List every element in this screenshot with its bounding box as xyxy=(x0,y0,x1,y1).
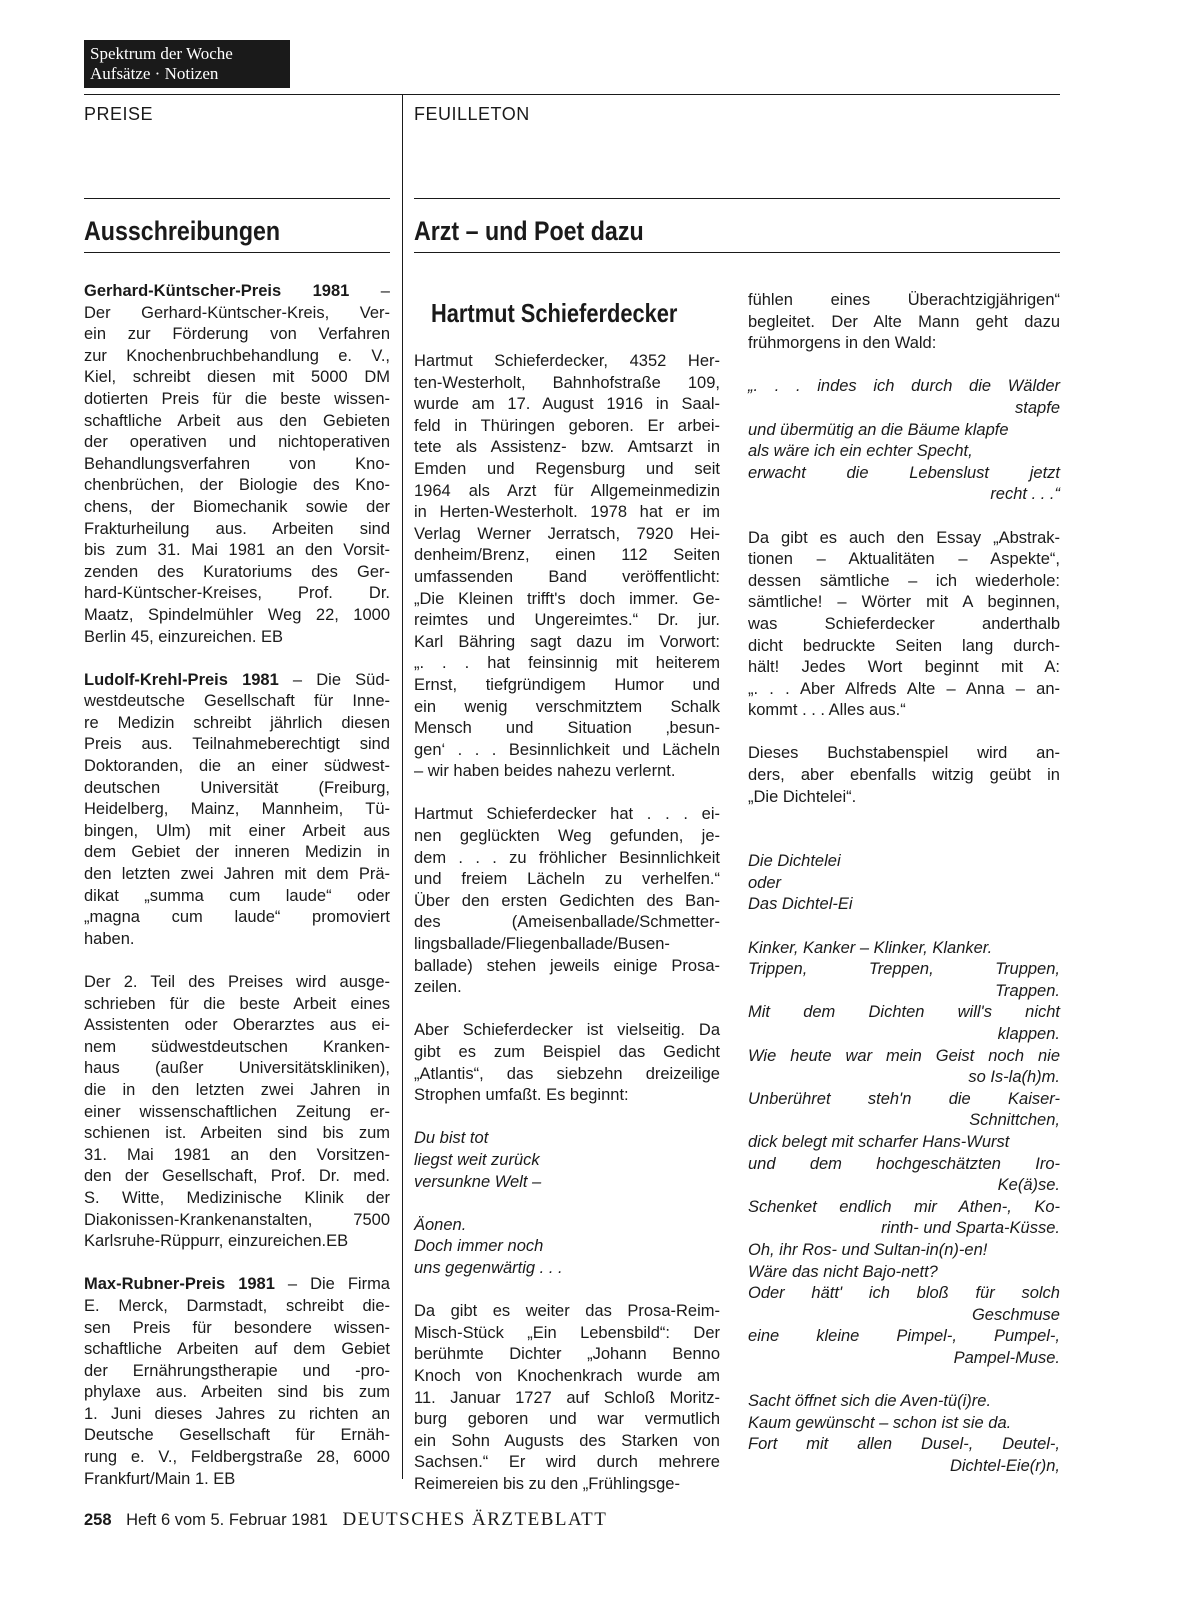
paragraph xyxy=(414,1215,720,1280)
text-line: tionen – Aktualitäten – Aspekte“, xyxy=(748,550,1060,569)
text-line: umfassenden Band veröffentlicht: xyxy=(414,567,720,586)
text-line: Strophen umfaßt. Es beginnt: xyxy=(414,1086,629,1105)
text-line: Du bist tot xyxy=(414,1129,489,1148)
text-line: rung e. V., Feldbergstraße 28, 6000 xyxy=(84,1448,390,1467)
paragraph xyxy=(748,1391,1060,1477)
paragraph xyxy=(414,351,720,783)
author-heading: Hartmut Schieferdecker xyxy=(431,298,678,328)
text-line: Knoch von Knochenkrach wurde am xyxy=(414,1366,720,1385)
text-line: wurde am 17. August 1916 in Saal- xyxy=(414,395,720,414)
text-line: westdeutsche Gesellschaft für Inne- xyxy=(84,692,390,711)
right-headline-rule-top xyxy=(414,198,1060,199)
text-line: Verlag Werner Jerratsch, 7920 Hei- xyxy=(414,524,720,543)
text-line: Frakturheilung aus. Arbeiten sind xyxy=(84,519,390,538)
text-line: der operativen und nichtoperativen xyxy=(84,433,390,452)
text-line: dem Gebiet der inneren Medizin in xyxy=(84,843,390,862)
text-line: Max-Rubner-Preis 1981 – Die Firma xyxy=(84,1275,390,1294)
text-line: Preis aus. Teilnahmeberechtigt sind xyxy=(84,735,390,754)
text-line: gen‘ . . . Besinnlichkeit und Lächeln xyxy=(414,740,720,759)
paragraph xyxy=(414,804,720,998)
text-line: Da gibt es weiter das Prosa-Reim- xyxy=(414,1302,720,1321)
text-line: schrieben für die beste Arbeit eines xyxy=(84,994,390,1013)
text-line: ten-Westerholt, Bahnhofstraße 109, xyxy=(414,373,720,392)
text-line: Unberühret steh'n die Kaiser- xyxy=(748,1089,1060,1108)
text-line: Frankfurt/Main 1. EB xyxy=(84,1469,236,1488)
text-line: reimtes und Ungereimtes.“ Dr. jur. xyxy=(414,611,720,630)
text-line: Wäre das nicht Bajo-nett? xyxy=(748,1262,938,1281)
text-line: Äonen. xyxy=(414,1215,467,1234)
section-label-preise: PREISE xyxy=(84,104,154,124)
text-line: „Die Dichtelei“. xyxy=(748,787,857,806)
section-badge xyxy=(84,40,290,88)
text-line: dikat „summa cum laude“ oder xyxy=(84,886,390,905)
paragraph xyxy=(84,1274,390,1490)
text-line: ders, aber ebenfalls witzig geübt in xyxy=(748,766,1060,785)
text-line: Gerhard-Küntscher-Preis 1981 – xyxy=(84,282,390,300)
text-line: tete als Assistenz- bzw. Amtsarzt in xyxy=(414,438,720,457)
badge-line-1: Spektrum der Woche xyxy=(90,44,233,63)
text-line: Die Dichtelei xyxy=(748,852,841,871)
text-line: und dem hochgeschätzten Iro- xyxy=(748,1154,1060,1173)
text-line: dick belegt mit scharfer Hans-Wurst xyxy=(748,1132,1010,1151)
text-line: 1. Juni dieses Jahres zu richten an xyxy=(84,1404,390,1423)
top-rule xyxy=(84,94,1060,95)
text-line: chenbrüchen, der Biologie des Kno- xyxy=(84,476,390,495)
text-line: was Schieferdecker anderthalb xyxy=(748,614,1060,633)
paragraph xyxy=(748,743,1060,808)
text-line: „Die Kleinen trifft's doch immer. Ge- xyxy=(414,589,720,608)
text-line: Diakonissen-Krankenanstalten, 7500 xyxy=(84,1210,390,1229)
text-line: eine kleine Pimpel-, Pumpel-, xyxy=(748,1327,1060,1346)
text-line: Ernst, tiefgründigem Humor und xyxy=(414,675,720,694)
text-line: Heidelberg, Mainz, Mannheim, Tü- xyxy=(84,800,390,819)
text-line: Karl Bähring sagt dazu im Vorwort: xyxy=(414,632,720,651)
text-line: ein wenig verschmitztem Schalk xyxy=(414,697,720,716)
text-line: deutschen Universität (Freiburg, xyxy=(84,778,390,797)
text-line: bingen, Ulm) mit einer Arbeit aus xyxy=(84,821,390,840)
text-line: Oh, ihr Ros- und Sultan-in(n)-en! xyxy=(748,1240,988,1259)
text-line: schienen ist. Arbeiten sind bis zum xyxy=(84,1124,390,1143)
badge-line-2: Aufsätze · Notizen xyxy=(90,64,219,83)
text-line: „. . . indes ich durch die Wälder xyxy=(748,377,1060,396)
text-line: und übermütig an die Bäume klapfe xyxy=(748,420,1009,439)
text-line: berühmte Dichter „Johann Benno xyxy=(414,1345,720,1364)
text-line: ein Sohn Augusts des Starken von xyxy=(414,1431,720,1450)
text-line: sen Preis für besondere wissen- xyxy=(84,1318,390,1337)
text-line: ballade) stehen jeweils einige Prosa- xyxy=(414,956,720,975)
text-line: Reimereien bis zu den „Frühlingsge- xyxy=(414,1474,680,1493)
journal-name: DEUTSCHES ÄRZTEBLATT xyxy=(342,1509,608,1530)
issue-info: Heft 6 vom 5. Februar 1981 xyxy=(126,1511,328,1529)
text-line: – wir haben beides nahezu verlernt. xyxy=(414,762,676,781)
text-line: schaftliche Arbeit aus den Gebieten xyxy=(84,411,390,430)
text-line: nen geglückten Weg gefunden, je- xyxy=(414,827,720,846)
text-line: hält! Jedes Wort beginnt mit A: xyxy=(748,658,1060,677)
text-line: schaftliche Arbeiten auf dem Gebiet xyxy=(84,1340,390,1359)
text-line: Schenket endlich mir Athen-, Ko- xyxy=(748,1197,1060,1216)
right-headline-rule-bottom xyxy=(414,252,1060,253)
text-line: Hartmut Schieferdecker hat . . . ei- xyxy=(414,805,720,824)
text-line: zeilen. xyxy=(414,978,462,997)
text-line: einer wissenschaftlichen Zeitung er- xyxy=(84,1102,390,1121)
text-line: 11. Januar 1727 auf Schloß Moritz- xyxy=(414,1388,720,1407)
text-line: Sacht öffnet sich die Aven-tü(i)re. xyxy=(748,1392,992,1411)
text-line: chens, der Biomechanik sowie der xyxy=(84,497,390,516)
paragraph xyxy=(84,670,390,951)
text-line: stapfe xyxy=(1015,398,1060,417)
text-line: Maatz, Spindelmühler Weg 22, 1000 xyxy=(84,605,390,624)
text-line: zenden des Kuratoriums des Ger- xyxy=(84,562,390,581)
text-line: burg geboren und war vermutlich xyxy=(414,1410,720,1429)
text-line: liegst weit zurück xyxy=(414,1150,540,1169)
text-line: Mensch und Situation ‚besun- xyxy=(414,719,720,738)
text-line: phylaxe aus. Arbeiten sind bis zum xyxy=(84,1383,390,1402)
text-line: begleitet. Der Alte Mann geht dazu xyxy=(748,312,1060,331)
text-line: fühlen eines Überachtzigjährigen“ xyxy=(748,291,1060,309)
left-headline-rule-top xyxy=(84,198,390,199)
text-line: Doktoranden, die an einer südwest- xyxy=(84,757,390,776)
paragraph xyxy=(748,376,1060,506)
paragraph xyxy=(748,938,1060,1370)
text-line: haben. xyxy=(84,929,135,948)
text-line: kommt . . . Alles aus.“ xyxy=(748,701,906,720)
text-line: frühmorgens in den Wald: xyxy=(748,334,937,353)
text-line: gibt es zum Beispiel das Gedicht xyxy=(414,1043,720,1061)
text-line: Aber Schieferdecker ist vielseitig. Da xyxy=(414,1021,720,1040)
text-line: Misch-Stück „Ein Lebensbild“: Der xyxy=(414,1323,720,1342)
text-line: Trippen, Treppen, Truppen, xyxy=(748,960,1060,979)
text-line: re Medizin schreibt jährlich diesen xyxy=(84,713,390,732)
paragraph xyxy=(414,1128,720,1193)
text-line: erwacht die Lebenslust jetzt xyxy=(748,463,1060,482)
text-line: „. . . Aber Alfreds Alte – Anna – an- xyxy=(748,679,1060,698)
text-line: versunkne Welt – xyxy=(414,1172,542,1191)
text-line: Hartmut Schieferdecker, 4352 Her- xyxy=(414,352,720,370)
section-label-feuilleton: FEUILLETON xyxy=(414,104,530,124)
text-line: so Is-la(h)m. xyxy=(968,1068,1060,1087)
text-line: hard-Küntscher-Kreises, Prof. Dr. xyxy=(84,584,390,603)
text-line: Oder hätt' ich bloß für solch xyxy=(748,1284,1060,1303)
text-line: in Herten-Westerholt. 1978 hat er im xyxy=(414,503,720,522)
paragraph xyxy=(414,1020,720,1106)
text-line: Sachsen.“ Er wird durch mehrere xyxy=(414,1453,720,1472)
text-line: recht . . .“ xyxy=(990,485,1060,504)
text-line: uns gegenwärtig . . . xyxy=(414,1258,563,1277)
text-line: Karlsruhe-Rüppurr, einzureichen.EB xyxy=(84,1232,349,1251)
text-line: nem südwestdeutschen Kranken- xyxy=(84,1037,390,1056)
text-line: oder xyxy=(748,873,782,892)
text-line: Da gibt es auch den Essay „Abstrak- xyxy=(748,528,1060,547)
headline-arzt-und-poet: Arzt – und Poet dazu xyxy=(414,216,644,246)
text-line: Doch immer noch xyxy=(414,1237,544,1256)
text-line: Pampel-Muse. xyxy=(953,1348,1060,1367)
text-line: den der Gesellschaft, Prof. Dr. med. xyxy=(84,1167,390,1186)
text-line: den letzten zwei Jahren mit dem Prä- xyxy=(84,865,390,884)
text-line: der Ernährungstherapie und -pro- xyxy=(84,1361,390,1380)
text-line: klappen. xyxy=(997,1025,1060,1043)
text-line: Der 2. Teil des Preises wird ausge- xyxy=(84,973,390,991)
paragraph xyxy=(84,972,390,1253)
text-line: als wäre ich ein echter Specht, xyxy=(748,442,973,461)
paragraph xyxy=(748,528,1060,722)
text-line: dem . . . zu fröhlicher Besinnlichkeit xyxy=(414,848,720,867)
text-line: des (Ameisenballade/Schmetter- xyxy=(414,913,720,932)
text-line: Dieses Buchstabenspiel wird an- xyxy=(748,744,1060,763)
text-line: die in den letzten zwei Jahren in xyxy=(84,1080,390,1099)
column-right xyxy=(748,290,1060,1499)
text-line: Kaum gewünscht – schon ist sie da. xyxy=(748,1413,1012,1432)
paragraph xyxy=(748,290,1060,355)
text-line: Das Dichtel-Ei xyxy=(748,895,853,914)
text-line: dotierten Preis für die beste wissen- xyxy=(84,389,390,408)
headline-ausschreibungen: Ausschreibungen xyxy=(84,216,281,246)
text-line: Trappen. xyxy=(995,981,1060,1000)
text-line: rinth- und Sparta-Küsse. xyxy=(881,1219,1060,1238)
text-line: S. Witte, Medizinische Klinik der xyxy=(84,1188,390,1207)
left-headline-rule-bottom xyxy=(84,252,390,253)
column-divider xyxy=(402,94,403,1479)
column-middle xyxy=(414,351,720,1517)
text-line: Fort mit allen Dusel-, Deutel-, xyxy=(748,1435,1060,1454)
text-line: Ludolf-Krehl-Preis 1981 – Die Süd- xyxy=(84,670,390,689)
text-line: dessen sämtliche – ich wiederhole: xyxy=(748,571,1060,590)
text-line: dicht bedruckte Seiten lang durch- xyxy=(748,636,1060,655)
paragraph xyxy=(414,1301,720,1495)
text-line: 31. Mai 1981 an den Vorsitzen- xyxy=(84,1145,390,1164)
text-line: Mit dem Dichten will's nicht xyxy=(748,1003,1060,1022)
text-line: Kinker, Kanker – Klinker, Klanker. xyxy=(748,938,993,957)
text-line: zur Knochenbruchbehandlung e. V., xyxy=(84,346,390,365)
text-line: bis zum 31. Mai 1981 an den Vorsit- xyxy=(84,541,390,560)
text-line: Wie heute war mein Geist noch nie xyxy=(748,1046,1060,1065)
text-line: sämtliche! – Wörter mit A beginnen, xyxy=(748,593,1060,612)
text-line: denheim/Brenz, einen 112 Seiten xyxy=(414,546,720,565)
text-line: Schnittchen, xyxy=(969,1111,1060,1130)
text-line: Emden und Regensburg und seit xyxy=(414,459,720,478)
text-line: und freiem Lächeln zu verhelfen.“ xyxy=(414,870,720,889)
text-line: Behandlungsverfahren von Kno- xyxy=(84,454,390,473)
text-line: Der Gerhard-Küntscher-Kreis, Ver- xyxy=(84,303,390,322)
text-line: Dichtel-Eie(r)n, xyxy=(949,1456,1060,1475)
paragraph xyxy=(84,281,390,648)
paragraph xyxy=(748,851,1060,916)
page-number: 258 xyxy=(84,1511,112,1529)
text-line: „magna cum laude“ promoviert xyxy=(84,908,390,927)
text-line: Ke(ä)se. xyxy=(997,1176,1060,1195)
text-line: „. . . hat feinsinnig mit heiterem xyxy=(414,654,720,673)
text-line: feld in Thüringen geboren. Er arbei- xyxy=(414,416,720,435)
text-line: lingsballade/Fliegenballade/Busen- xyxy=(414,935,670,954)
text-line: Berlin 45, einzureichen. EB xyxy=(84,627,284,646)
text-line: E. Merck, Darmstadt, schreibt die- xyxy=(84,1296,390,1315)
column-left xyxy=(84,281,390,1512)
text-line: 1964 als Arzt für Allgemeinmedizin xyxy=(414,481,720,500)
text-line: Über den ersten Gedichten des Ban- xyxy=(414,891,720,910)
text-line: ein zur Förderung von Verfahren xyxy=(84,325,390,344)
text-line: Kiel, schreibt diesen mit 5000 DM xyxy=(84,368,390,387)
page-footer xyxy=(84,1509,607,1531)
text-line: Assistenten oder Oberarztes aus ei- xyxy=(84,1016,390,1035)
text-line: „Atlantis“, das siebzehn dreizeilige xyxy=(414,1064,720,1083)
text-line: Geschmuse xyxy=(971,1305,1060,1324)
text-line: Deutsche Gesellschaft für Ernäh- xyxy=(84,1426,390,1445)
text-line: haus (außer Universitätskliniken), xyxy=(84,1059,390,1078)
